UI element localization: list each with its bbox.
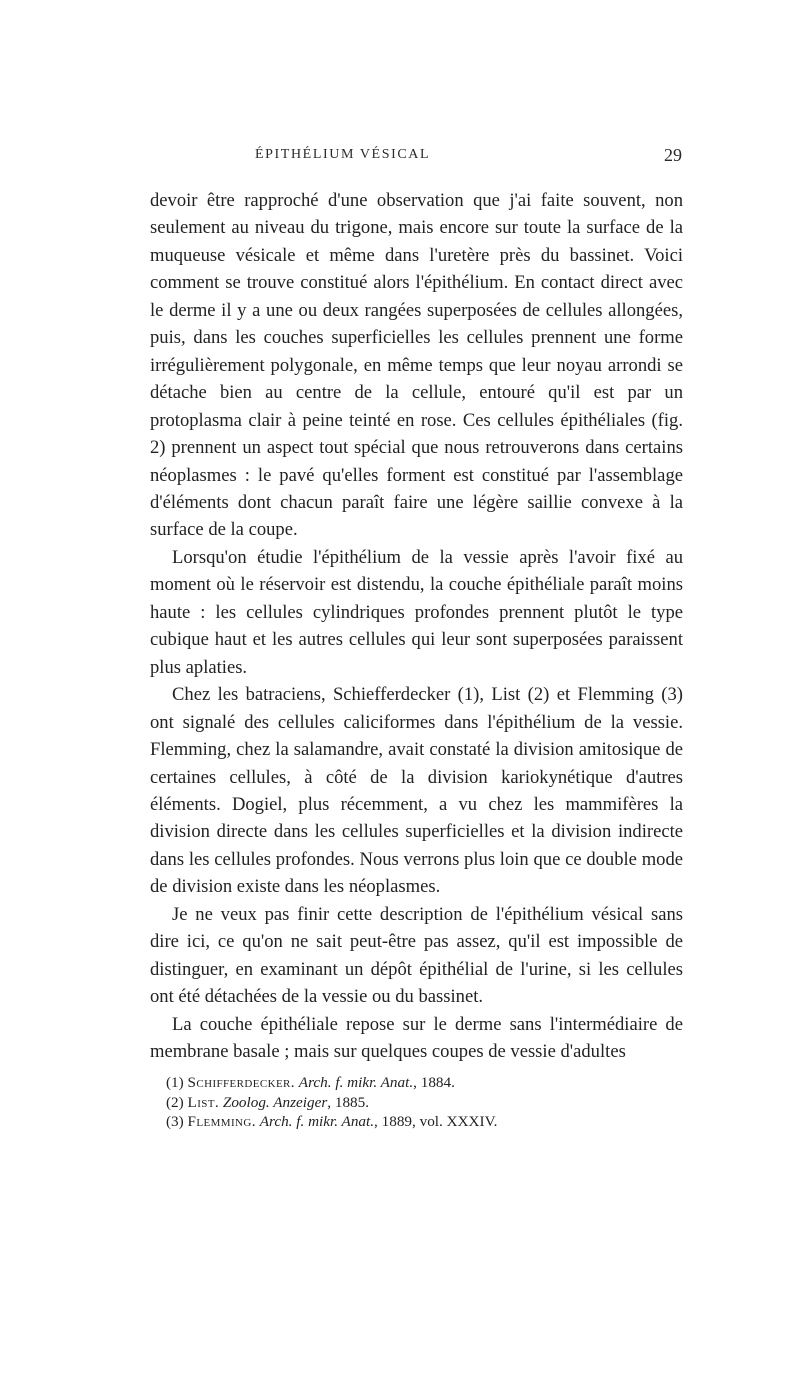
footnote-author: Flemming. [187, 1113, 256, 1131]
paragraph-1: devoir être rapproché d'une observation que j'ai faite souvent, non seulement au niveau du trigone, mais encore sur toute la surface de la muqueuse vésicale et même dans l'uretère près du bassinet. Voici comment se trouve constitué alors l'épithélium. En contact direct avec le derme il y a une ou deux rangées superposées de cellules allongées, puis, dans les couches superficielles les cellules prennent une forme irrégulièrement polygonale, en même temps que leur noyau arrondi se détache bien au centre de la cellule, entouré qu'il est par un protoplasma clair à peine teinté en rose. Ces cellules épithéliales (fig. 2) prennent un aspect tout spécial que nous retrouverons dans certains néoplasmes : le pavé qu'elles forment est constitué par l'assemblage d'éléments dont chacun paraît faire une légère saillie convexe à la surface de la coupe. [150, 190, 683, 541]
footnote-number: (1) [166, 1074, 184, 1091]
running-head [150, 147, 682, 169]
paragraph-5: La couche épithéliale repose sur le derme sans l'intermédiaire de membrane basale ; mais sur quelques coupes de vessie d'adultes [150, 1013, 683, 1063]
footnote-author: List. [187, 1093, 220, 1111]
footnote-journal: Arch. f. mikr. Anat. [259, 1113, 375, 1131]
footnote-number: (2) [166, 1093, 184, 1111]
body-text [150, 187, 683, 1066]
footnote-details: , 1885. [327, 1093, 370, 1111]
page-number: 29 [664, 145, 682, 165]
footnote-journal: Zoolog. Anzeiger [222, 1093, 328, 1111]
footnote-1 [166, 1073, 686, 1093]
footnotes [166, 1073, 686, 1132]
footnote-2 [166, 1093, 686, 1113]
paragraph-2: Lorsqu'on étudie l'épithélium de la vessie après l'avoir fixé au moment où le réservoir est distendu, la couche épithéliale paraît moins haute : les cellules cylindriques profondes prennent plutôt le type cubique haut et les autres cellules qui leur sont superposées paraissent plus aplaties. [150, 546, 683, 678]
paragraph-4: Je ne veux pas finir cette description de l'épithélium vésical sans dire ici, ce qu'on ne sait peut-être pas assez, qu'il est impossible de distinguer, en examinant un dépôt épithélial de l'urine, si les cellules ont été détachées de la vessie ou du bassinet. [150, 903, 683, 1008]
footnote-3 [166, 1112, 686, 1132]
running-title: ÉPITHÉLIUM VÉSICAL [255, 147, 431, 162]
footnote-details: , 1889, vol. XXXIV. [374, 1113, 498, 1131]
footnote-author: Schifferdecker. [187, 1074, 295, 1091]
footnote-number: (3) [166, 1113, 184, 1131]
footnote-details: , 1884. [413, 1074, 455, 1091]
footnote-journal: Arch. f. mikr. Anat. [298, 1074, 414, 1091]
paragraph-3: Chez les batraciens, Schiefferdecker (1), List (2) et Flemming (3) ont signalé des cellules caliciformes dans l'épithélium de la vessie. Flemming, chez la salamandre, avait constaté la division amitosique de certaines cellules, à côté de la division kariokynétique d'autres éléments. Dogiel, plus récemment, a vu chez les mammifères la division directe dans les cellules superficielles et la division indirecte dans les cellules profondes. Nous verrons plus loin que ce double mode de division existe dans les néoplasmes. [150, 684, 683, 898]
